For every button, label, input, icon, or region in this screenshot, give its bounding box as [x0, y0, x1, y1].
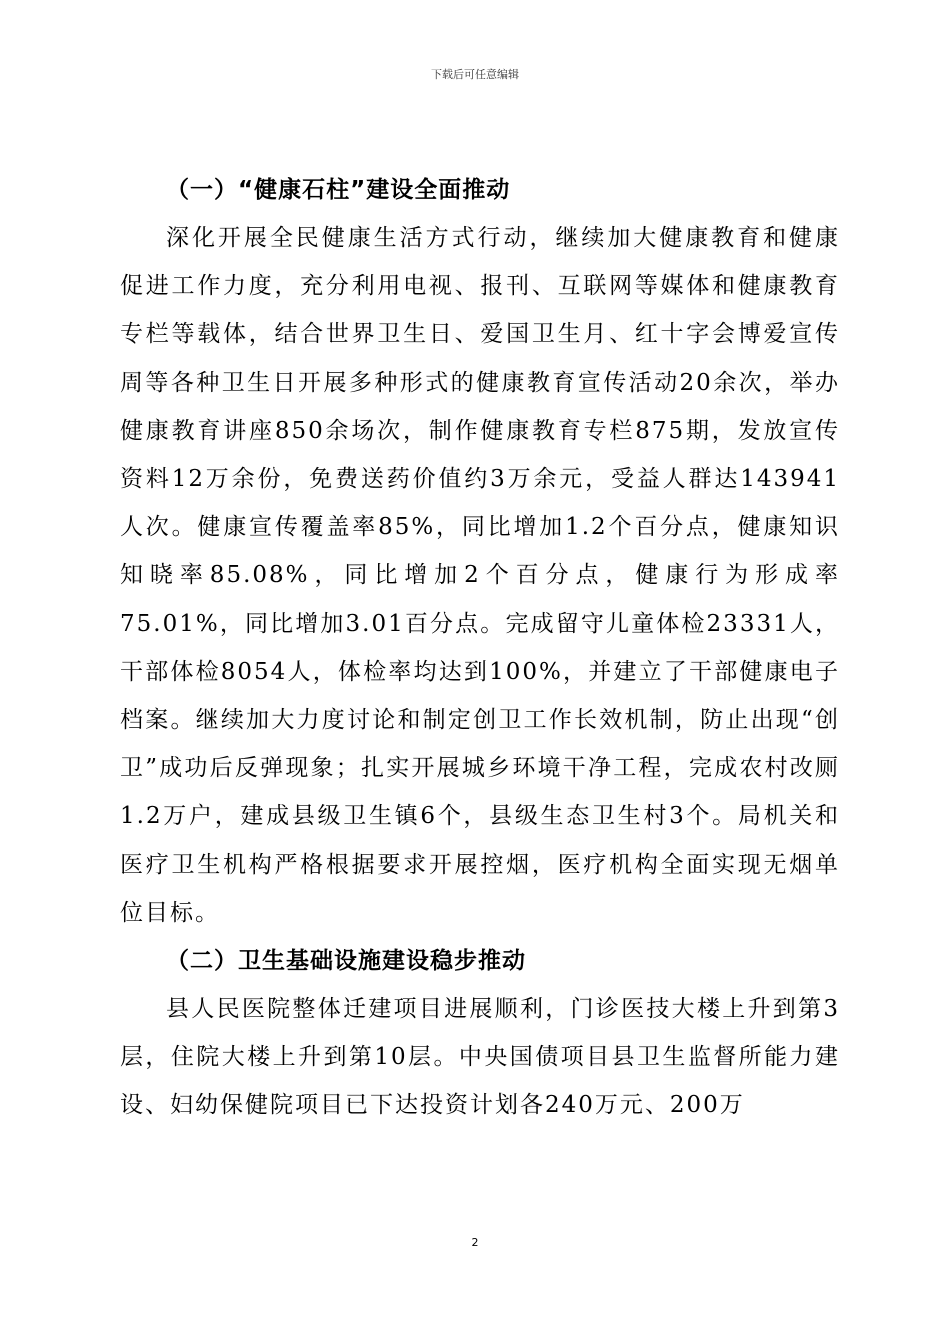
document-body	[120, 166, 840, 1130]
section-paragraph: 深化开展全民健康生活方式行动，继续加大健康教育和健康促进工作力度，充分利用电视、报刊、互联网等媒体和健康教育专栏等载体，结合世界卫生日、爱国卫生月、红十字会博爱宣传周等各种卫生日开展多种形式的健康教育宣传活动20余次，举办健康教育讲座850余场次，制作健康教育专栏875期，发放宣传资料12万余份，免费送药价值约3万余元，受益人群达143941人次。健康宣传覆盖率85%，同比增加1.2个百分点，健康知识知晓率85.08%，同比增加2个百分点，健康行为形成率75.01%，同比增加3.01百分点。完成留守儿童体检23331人，干部体检8054人，体检率均达到100%，并建立了干部健康电子档案。继续加大力度讨论和制定创卫工作长效机制，防止出现“创卫”成功后反弹现象；扎实开展城乡环境干净工程，完成农村改厕1.2万户，建成县级卫生镇6个，县级生态卫生村3个。局机关和医疗卫生机构严格根据要求开展控烟，医疗机构全面实现无烟单位目标。	[120, 225, 840, 926]
section-heading: （二）卫生基础设施建设稳步推动	[166, 948, 526, 975]
page-number: 2	[471, 1236, 479, 1249]
section-heading: （一）“健康石柱”建设全面推动	[166, 177, 511, 203]
section-paragraph: 县人民医院整体迁建项目进展顺利，门诊医技大楼上升到第3层，住院大楼上升到第10层。中央国债项目县卫生监督所能力建设、妇幼保健院项目已下达投资计划各240万元、200万	[120, 996, 840, 1119]
page-header-note: 下载后可任意编辑	[431, 68, 519, 81]
